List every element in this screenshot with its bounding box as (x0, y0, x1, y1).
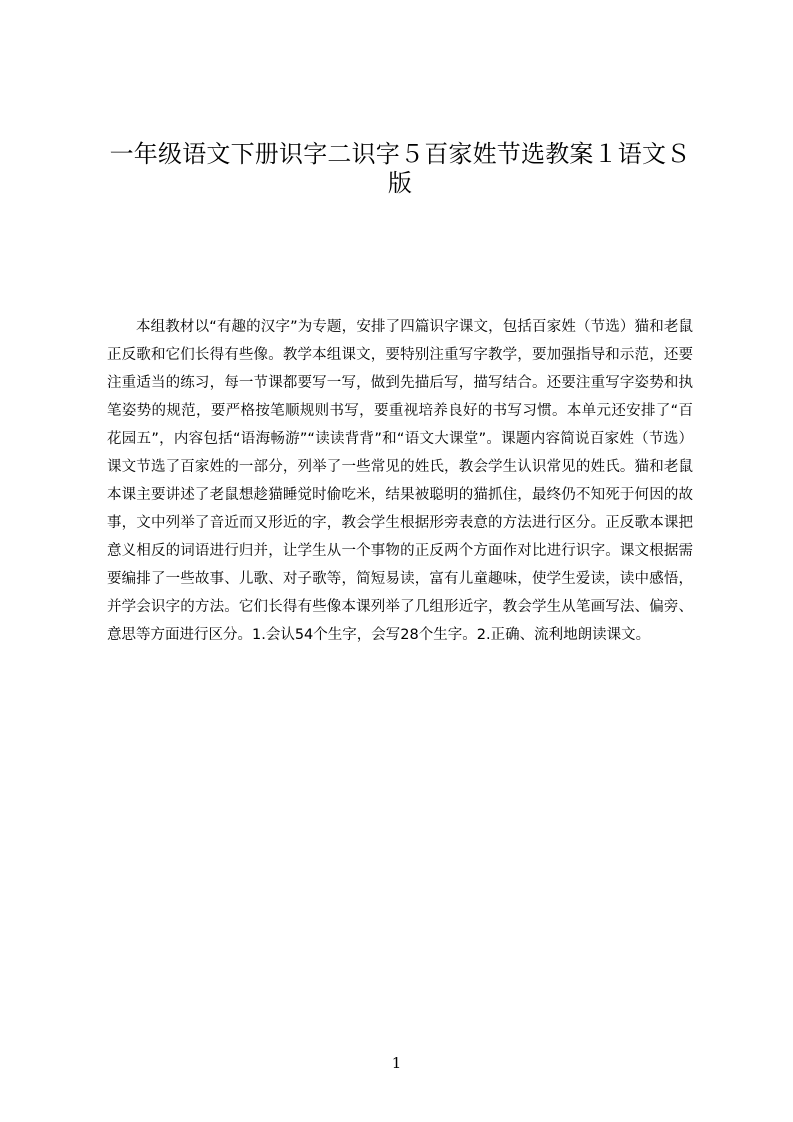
document-body-paragraph: 本组教材以“有趣的汉字”为专题，安排了四篇识字课文，包括百家姓（节选）猫和老鼠正反歌和它们长得有些像。教学本组课文，要特别注重写字教学，要加强指导和示范，还要注重适当的练习，每一节课都要写一写，做到先描后写，描写结合。还要注重写字姿势和执笔姿势的规范，要严格按笔顺规则书写，要重视培养良好的书写习惯。本单元还安排了“百花园五”，内容包括“语海畅游”“读读背背”和“语文大课堂”。课题内容简说百家姓（节选）课文节选了百家姓的一部分，列举了一些常见的姓氏，教会学生认识常见的姓氏。猫和老鼠本课主要讲述了老鼠想趁猫睡觉时偷吃米，结果被聪明的猫抓住，最终仍不知死于何因的故事，文中列举了音近而又形近的字，教会学生根据形旁表意的方法进行区分。正反歌本课把意义相反的词语进行归并，让学生从一个事物的正反两个方面作对比进行识字。课文根据需要编排了一些故事、儿歌、对子歌等，简短易读，富有儿童趣味，使学生爱读，读中感悟，并学会识字的方法。它们长得有些像本课列举了几组形近字，教会学生从笔画写法、偏旁、意思等方面进行区分。1.会认54个生字，会写28个生字。2.正确、流利地朗读课文。 (107, 319, 693, 643)
document-title: 一年级语文下册识字二识字５百家姓节选教案１语文Ｓ版 (109, 140, 691, 197)
page-number: 1 (391, 1054, 402, 1072)
